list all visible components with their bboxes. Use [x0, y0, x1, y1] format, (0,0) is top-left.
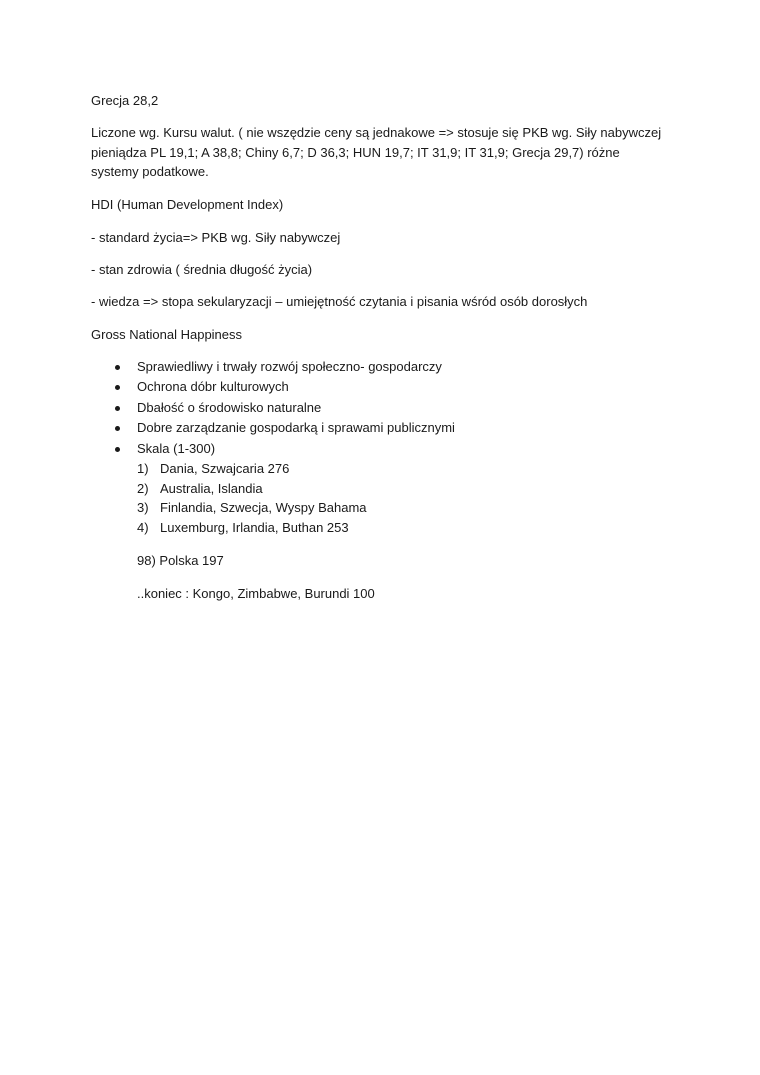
hdi-item: - stan zdrowia ( średnia długość życia)	[91, 262, 313, 277]
bullet-icon	[115, 385, 120, 390]
ranking-number: 1)	[137, 461, 149, 476]
paragraph-liczone: Liczone wg. Kursu walut. ( nie wszędzie ceny są jednakowe => stosuje się PKB wg. Siły nabywczej pieniądza PL 19,1; A 38,8; Chiny 6,7; D 36,3; HUN 19,7; IT 31,9; IT 31,9; Grecja 29,7) różne systemy podatkowe.	[91, 125, 662, 179]
hdi-heading: HDI (Human Development Index)	[91, 197, 284, 212]
ranking-number: 4)	[137, 520, 149, 535]
gnh-heading: Gross National Happiness	[91, 327, 243, 342]
bullet-item: Sprawiedliwy i trwały rozwój społeczno- gospodarczy	[137, 359, 442, 374]
koniec-line: ..koniec : Kongo, Zimbabwe, Burundi 100	[137, 586, 375, 601]
ranking-item: Australia, Islandia	[160, 481, 263, 496]
ranking-number: 2)	[137, 481, 149, 496]
bullet-item: Skala (1-300)	[137, 441, 216, 456]
bullet-item: Ochrona dóbr kulturowych	[137, 379, 289, 394]
bullet-icon	[115, 365, 120, 370]
bullet-icon	[115, 426, 120, 431]
ranking-item: Dania, Szwajcaria 276	[160, 461, 290, 476]
ranking-number: 3)	[137, 500, 149, 515]
polska-line: 98) Polska 197	[137, 553, 224, 568]
bullet-icon	[115, 406, 120, 411]
ranking-item: Luxemburg, Irlandia, Buthan 253	[160, 520, 349, 535]
ranking-item: Finlandia, Szwecja, Wyspy Bahama	[160, 500, 367, 515]
line-grecja: Grecja 28,2	[91, 93, 159, 108]
hdi-item: - wiedza => stopa sekularyzacji – umiejętność czytania i pisania wśród osób dorosłych	[91, 294, 588, 309]
bullet-icon	[115, 447, 120, 452]
bullet-item: Dbałość o środowisko naturalne	[137, 400, 322, 415]
hdi-item: - standard życia=> PKB wg. Siły nabywczej	[91, 230, 341, 245]
bullet-item: Dobre zarządzanie gospodarką i sprawami publicznymi	[137, 420, 455, 435]
